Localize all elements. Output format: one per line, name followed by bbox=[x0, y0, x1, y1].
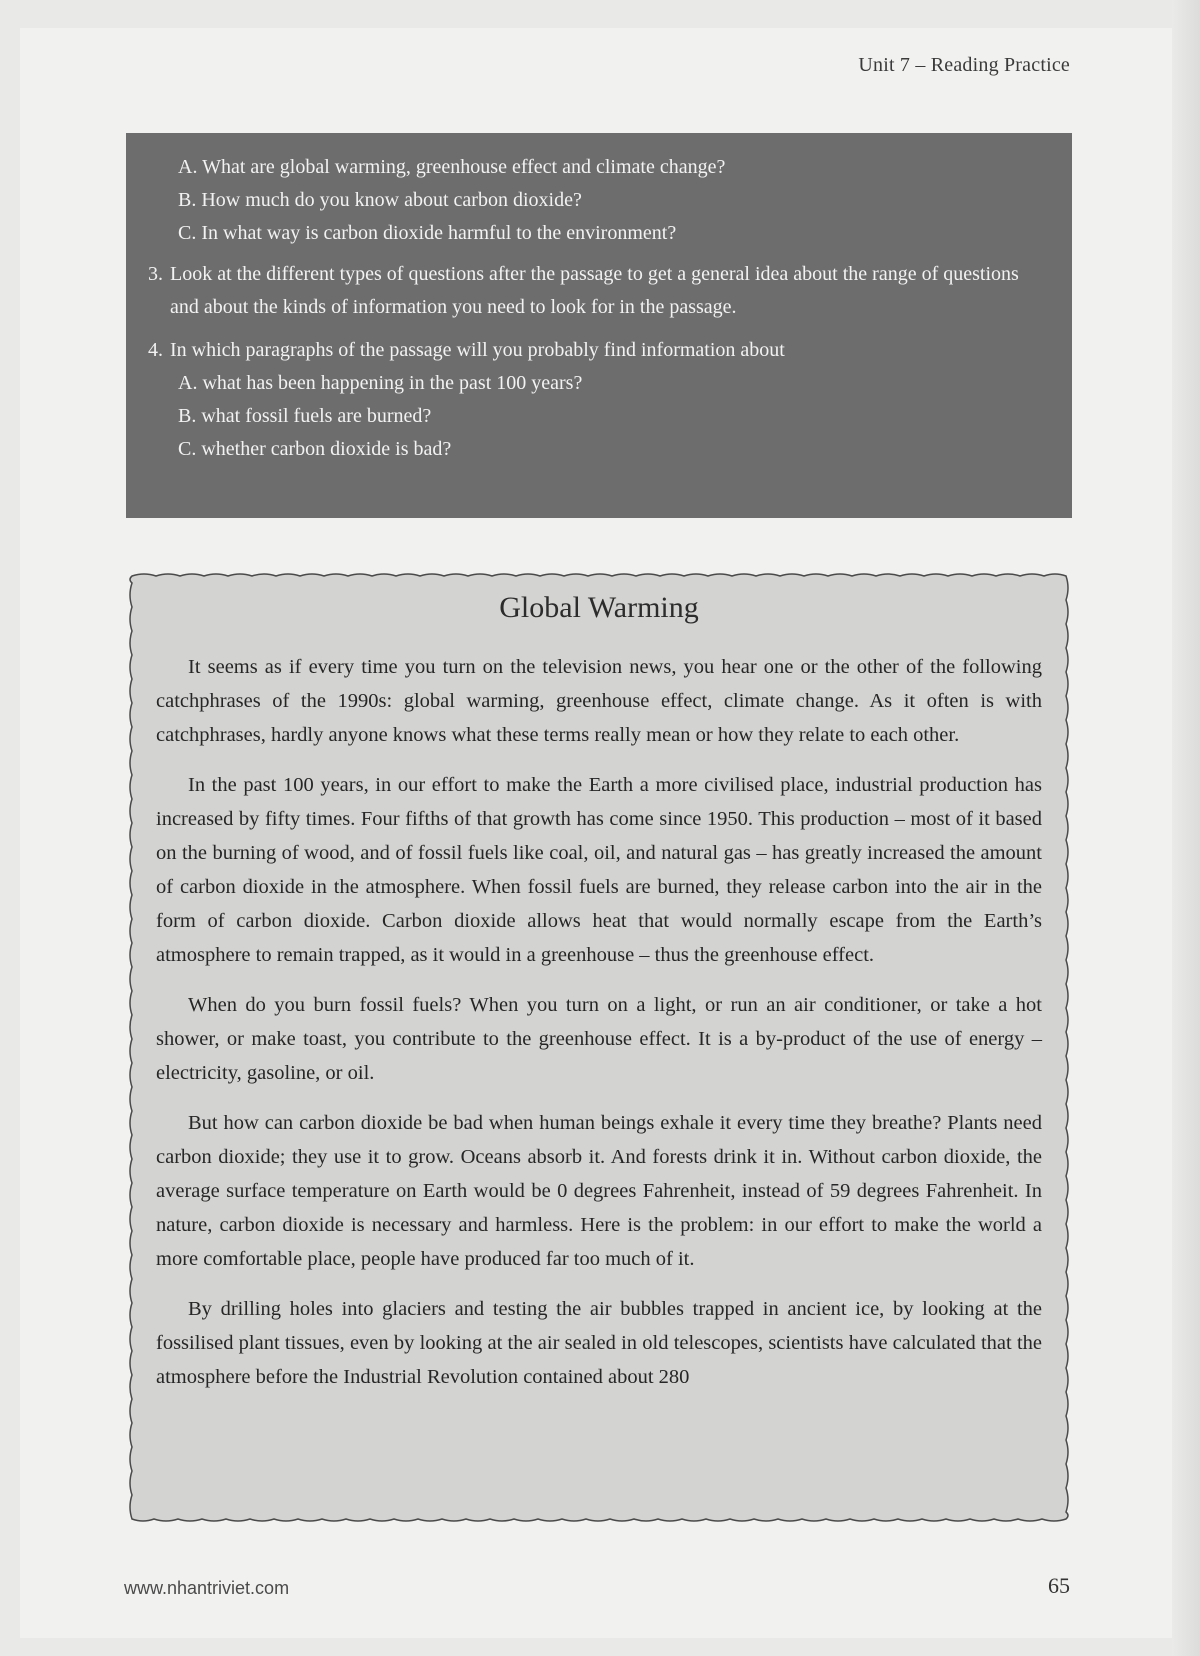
question-3 bbox=[148, 258, 1048, 324]
page-binding-shadow bbox=[1172, 0, 1200, 1656]
question-4-option-c: C. whether carbon dioxide is bad? bbox=[178, 438, 452, 460]
question-4-text: In which paragraphs of the passage will you probably find information about bbox=[170, 339, 785, 361]
sub-question-a: A. What are global warming, greenhouse effect and climate change? bbox=[178, 156, 726, 178]
question-4-number: 4. bbox=[148, 339, 163, 361]
question-3-number: 3. bbox=[148, 263, 163, 285]
passage-paragraph-3: When do you burn fossil fuels? When you turn on a light, or run an air conditioner, or take a hot shower, or make toast, you contribute to the greenhouse effect. It is a by-product of the use of energy – electricity, gasoline, or oil. bbox=[156, 994, 1042, 1084]
reading-passage bbox=[126, 570, 1072, 1525]
question-3-text: Look at the different types of questions after the passage to get a general idea about the range of questions and about the kinds of information you need to look for in the passage. bbox=[170, 263, 1019, 318]
sub-question-c: C. In what way is carbon dioxide harmful to the environment? bbox=[178, 222, 677, 244]
passage-title: Global Warming bbox=[499, 591, 699, 624]
passage-paragraph-4: But how can carbon dioxide be bad when human beings exhale it every time they breathe? Plants need carbon dioxide; they use it to grow. Oceans absorb it. And forests drink it in. Without carbon dioxide, the average surface temperature on Earth would be 0 degrees Fahrenheit, instead of 59 degrees Fahrenheit. In nature, carbon dioxide is necessary and harmless. Here is the problem: in our effort to make the world a more comfortable place, people have produced far too much of it. bbox=[156, 1112, 1042, 1270]
question-4-option-a: A. what has been happening in the past 100 years? bbox=[178, 372, 583, 394]
passage-paragraph-2: In the past 100 years, in our effort to make the Earth a more civilised place, industrial production has increased by fifty times. Four fifths of that growth has come since 1950. This production – most of it based on the burning of wood, and of fossil fuels like coal, oil, and natural gas – has greatly increased the amount of carbon dioxide in the atmosphere. When fossil fuels are burned, they release carbon into the air in the form of carbon dioxide. Carbon dioxide allows heat that would normally escape from the Earth’s atmosphere to remain trapped, as it would in a greenhouse – thus the greenhouse effect. bbox=[156, 774, 1042, 966]
running-header: Unit 7 – Reading Practice bbox=[858, 54, 1070, 76]
question-4-option-b: B. what fossil fuels are burned? bbox=[178, 405, 432, 427]
passage-paragraph-1: It seems as if every time you turn on the television news, you hear one or the other of the following catchphrases of the 1990s: global warming, greenhouse effect, climate change. As it often is with catchphrases, hardly anyone knows what these terms really mean or how they relate to each other. bbox=[156, 656, 1042, 746]
publisher-website: www.nhantriviet.com bbox=[124, 1578, 290, 1598]
sub-question-b: B. How much do you know about carbon dioxide? bbox=[178, 189, 582, 211]
passage-paragraph-5: By drilling holes into glaciers and testing the air bubbles trapped in ancient ice, by looking at the fossilised plant tissues, even by looking at the air sealed in old telescopes, scientists have calculated that the atmosphere before the Industrial Revolution contained about 280 bbox=[156, 1298, 1042, 1388]
question-4 bbox=[148, 334, 1048, 367]
prereading-questions-box bbox=[126, 133, 1072, 518]
page-number: 65 bbox=[1048, 1573, 1070, 1598]
